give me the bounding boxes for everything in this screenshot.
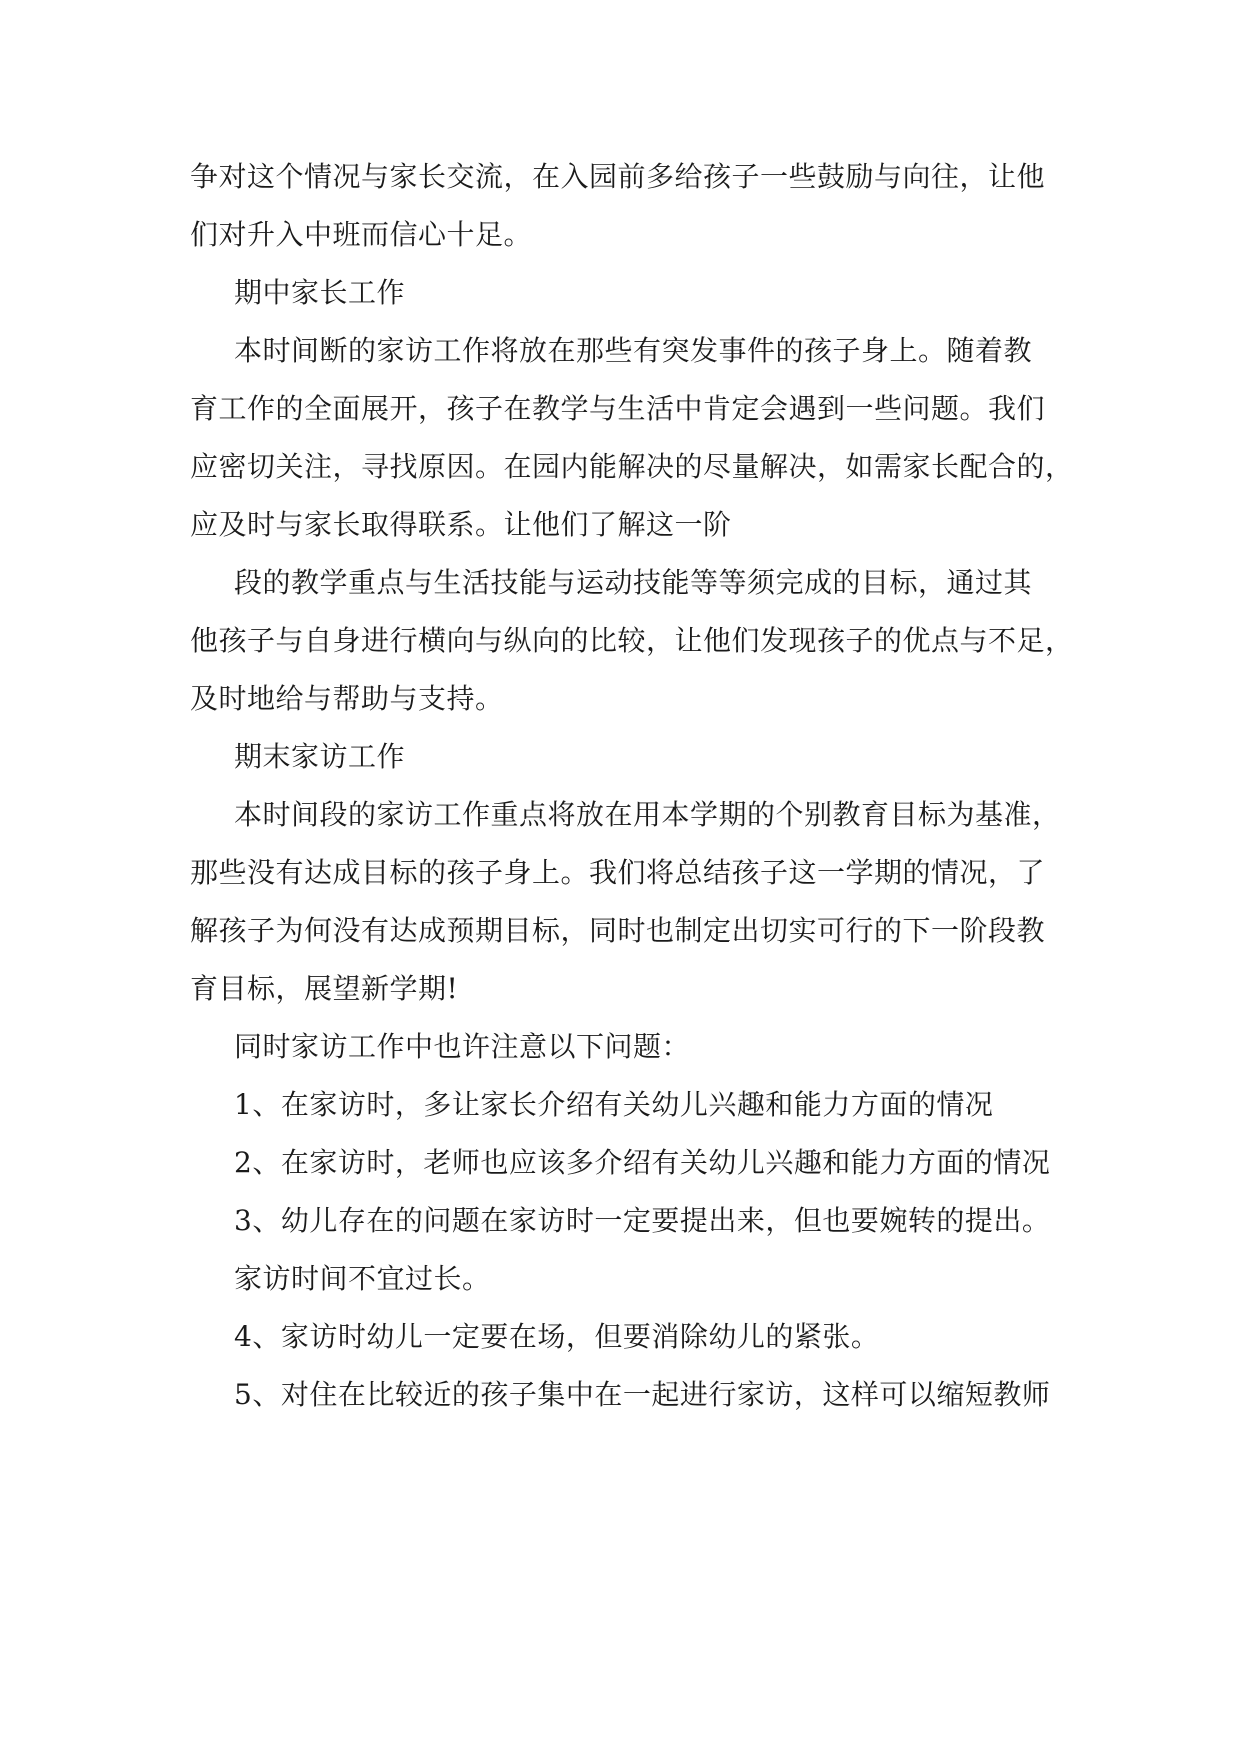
- text-line: 那些没有达成目标的孩子身上。我们将总结孩子这一学期的情况，了: [190, 856, 1046, 889]
- list-item: 5、对住在比较近的孩子集中在一起进行家访，这样可以缩短教师: [234, 1378, 1051, 1411]
- text-line: 段的教学重点与生活技能与运动技能等等须完成的目标，通过其: [234, 566, 1033, 599]
- text-line: 应及时与家长取得联系。让他们了解这一阶: [190, 508, 732, 541]
- text-line: 他孩子与自身进行横向与纵向的比较，让他们发现孩子的优点与不足，: [190, 624, 1074, 657]
- list-item: 1、在家访时，多让家长介绍有关幼儿兴趣和能力方面的情况: [234, 1088, 994, 1121]
- text-line: 育目标，展望新学期!: [190, 972, 459, 1005]
- list-item: 4、家访时幼儿一定要在场，但要消除幼儿的紧张。: [234, 1320, 880, 1353]
- text-line: 应密切关注，寻找原因。在园内能解决的尽量解决，如需家长配合的，: [190, 450, 1074, 483]
- list-item: 2、在家访时，老师也应该多介绍有关幼儿兴趣和能力方面的情况: [234, 1146, 1051, 1179]
- list-item: 3、幼儿存在的问题在家访时一定要提出来，但也要婉转的提出。: [234, 1204, 1051, 1237]
- text-line: 育工作的全面展开，孩子在教学与生活中肯定会遇到一些问题。我们: [190, 392, 1046, 425]
- notes-intro: 同时家访工作中也许注意以下问题：: [234, 1030, 691, 1063]
- text-line: 争对这个情况与家长交流，在入园前多给孩子一些鼓励与向往，让他: [190, 160, 1046, 193]
- text-line: 本时间断的家访工作将放在那些有突发事件的孩子身上。随着教: [234, 334, 1033, 367]
- section-heading-midterm: 期中家长工作: [234, 276, 406, 309]
- text-line: 们对升入中班而信心十足。: [190, 218, 533, 251]
- text-line: 解孩子为何没有达成预期目标，同时也制定出切实可行的下一阶段教: [190, 914, 1046, 947]
- text-line: 及时地给与帮助与支持。: [190, 682, 504, 715]
- list-item-continuation: 家访时间不宜过长。: [234, 1262, 491, 1295]
- section-heading-final: 期末家访工作: [234, 740, 406, 773]
- text-line: 本时间段的家访工作重点将放在用本学期的个别教育目标为基准，: [234, 798, 1061, 831]
